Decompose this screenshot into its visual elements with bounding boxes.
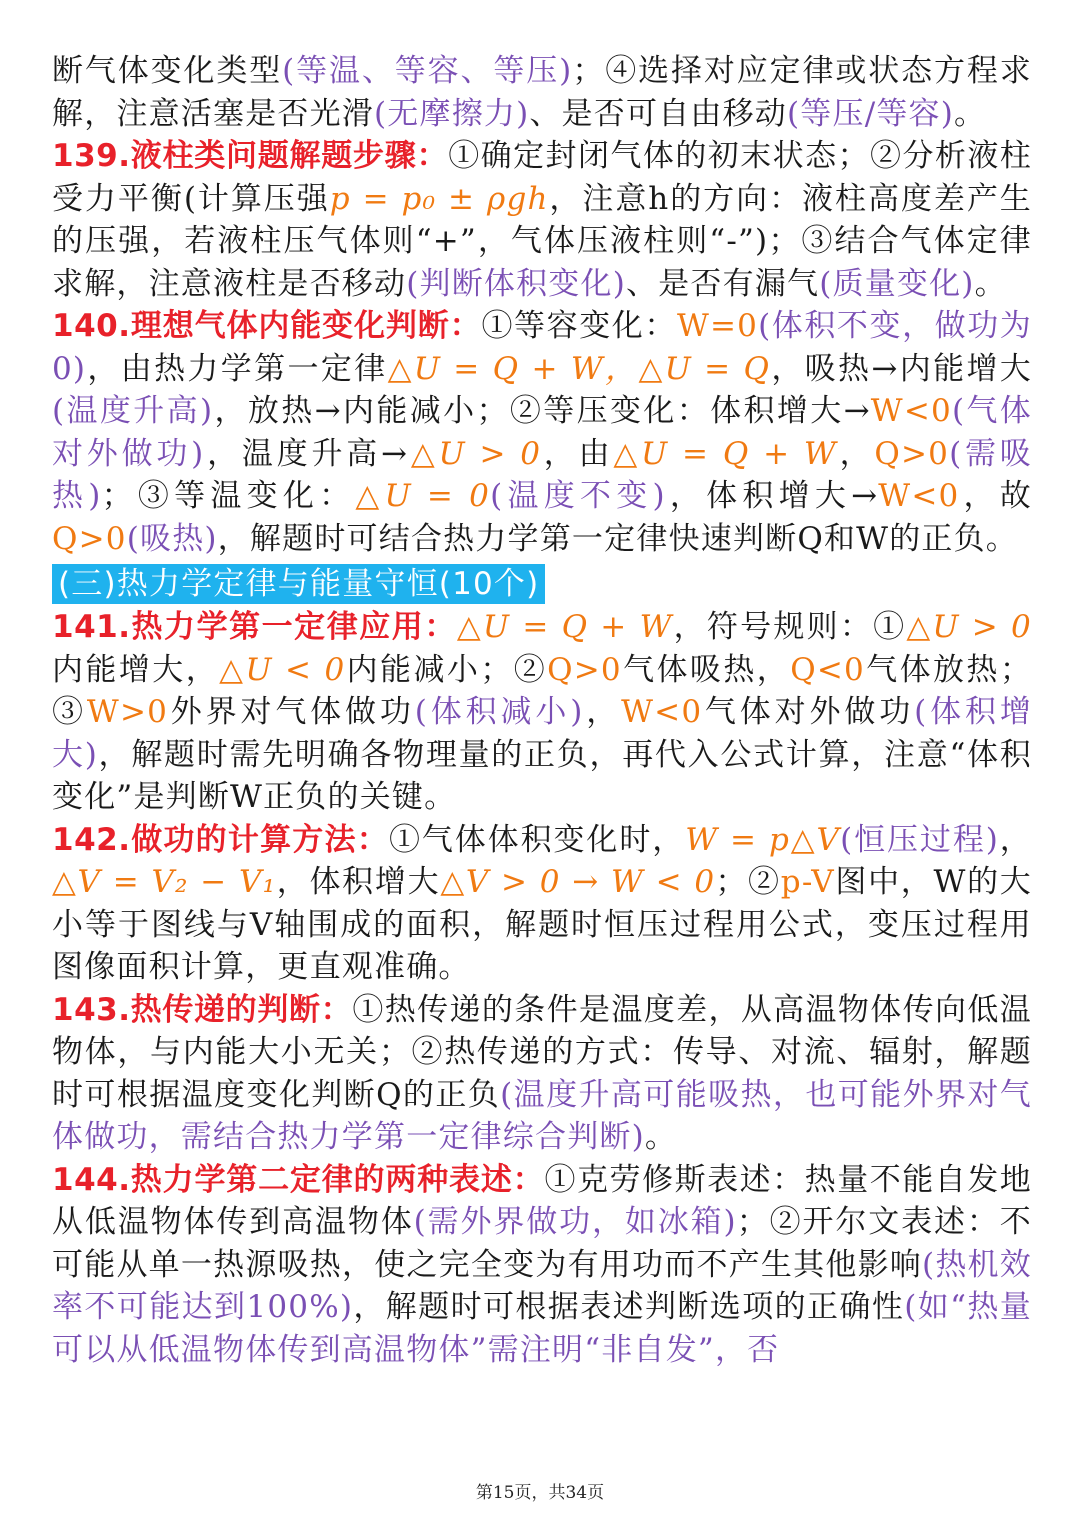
- note-text: (体积减小): [414, 694, 584, 730]
- formula-text: W<0: [878, 478, 960, 514]
- text-segment: ，体积增大→: [665, 478, 879, 514]
- text-segment: ①热传递的条件是温度差，从高温物体传向低温物体，与内能大小无关；②热传递的方式：传导、对流、辐射，解题时可根据温度变化判断Q的正负: [52, 991, 1032, 1113]
- note-text: (如“热量可以从低温物体传到高温物体”需注明“非自发”，否: [52, 1289, 1032, 1368]
- text-segment: 内能减小；②: [345, 651, 548, 688]
- para-continuation: [52, 50, 1032, 135]
- note-text: (质量变化): [819, 265, 975, 302]
- text-segment: 图中，W的大小等于图线与V轴围成的面积，解题时恒压过程用公式，变压过程用图像面积计算，更直观准确。: [52, 864, 1033, 985]
- text-segment: ，吸热→内能增大: [770, 350, 1032, 387]
- item-heading: 142.做功的计算方法：: [52, 821, 389, 858]
- note-text: (温度升高): [52, 393, 214, 429]
- note-text: (等压/等容): [787, 95, 955, 132]
- text-segment: 、是否可自由移动: [529, 95, 787, 132]
- note-text: (恒压过程): [840, 821, 1000, 858]
- formula-text: △V = V₂ − V₁: [52, 864, 277, 900]
- formula-text: △U < 0: [219, 651, 346, 688]
- text-segment: ，故: [959, 478, 1032, 514]
- formula-text: p = p₀ ± ρgh: [329, 180, 549, 217]
- formula-text: △U > 0: [906, 609, 1032, 645]
- text-segment: ，解题时可根据表述判断选项的正确性: [353, 1289, 905, 1325]
- text-segment: ，由热力学第一定律: [86, 350, 388, 387]
- note-text: (需外界做功，如冰箱): [413, 1204, 737, 1240]
- text-segment: 气体吸热，: [621, 651, 791, 688]
- text-segment: 。: [974, 265, 1007, 302]
- item-144: [52, 1159, 1032, 1372]
- text-segment: ，: [583, 694, 622, 730]
- item-heading: 141.热力学第一定律应用：: [52, 609, 457, 645]
- text-segment: ，体积增大: [276, 864, 441, 900]
- text-segment: 。: [644, 1119, 678, 1155]
- text-segment: ，注意h的方向：液柱高度差产生的压强，若液柱压气体则“+”，气体压液柱则“-”)；③结合气体定律求解，注意液柱是否移动: [52, 180, 1032, 302]
- text-segment: 气体放热；③: [52, 651, 1033, 730]
- text-segment: 、是否有漏气: [626, 265, 820, 302]
- page-footer: 第15页，共34页: [475, 1483, 605, 1503]
- text-segment: ，温度升高→: [204, 435, 409, 472]
- formula-text: Q>0: [547, 651, 622, 688]
- formula-text: △U = Q + W: [456, 609, 673, 645]
- text-segment: ①等容变化：: [481, 308, 677, 344]
- formula-text: Q<0: [790, 651, 865, 688]
- text-segment: 。: [954, 95, 987, 132]
- item-heading: 143.热传递的判断：: [52, 991, 353, 1028]
- note-text: (无摩擦力): [374, 95, 530, 132]
- text-segment: ①克劳修斯表述：热量不能自发地从低温物体传到高温物体: [52, 1161, 1032, 1240]
- item-heading: 140.理想气体内能变化判断：: [52, 308, 482, 344]
- item-141: [52, 606, 1032, 819]
- text-segment: 内能增大，: [52, 651, 220, 688]
- item-heading: 139.液柱类问题解题步骤：: [52, 138, 449, 174]
- text-segment: ，: [999, 821, 1032, 858]
- note-text: (热机效率不可能达到100%): [52, 1246, 1032, 1325]
- text-segment: ；④选择对应定律或状态方程求解，注意活塞是否光滑: [52, 53, 1032, 132]
- formula-text: W<0: [870, 393, 952, 429]
- note-text: (等温、等容、等压): [282, 53, 573, 89]
- text-segment: 断气体变化类型: [52, 53, 283, 89]
- text-segment: ①气体体积变化时，: [388, 821, 686, 858]
- text-segment: ，由: [541, 435, 614, 472]
- text-segment: ；②开尔文表述：不可能从单一热源吸热，使之完全变为有用功而不产生其他影响: [52, 1204, 1033, 1283]
- text-segment: 气体对外做功: [702, 694, 915, 730]
- text-segment: ①确定封闭气体的初末状态；②分析液柱受力平衡(计算压强: [52, 138, 1032, 217]
- text-segment: ；②: [715, 864, 781, 900]
- note-text: (气体对外做功): [52, 393, 1033, 472]
- text-segment: ；③等温变化：: [101, 478, 356, 514]
- formula-text: Q>0: [874, 435, 950, 472]
- formula-text: W = p△V: [685, 821, 841, 858]
- formula-text: △U = Q + W: [613, 435, 837, 472]
- note-text: (需吸热): [52, 435, 1032, 514]
- formula-text: △U > 0: [408, 435, 542, 472]
- note-text: (判断体积变化): [406, 265, 626, 302]
- item-heading: 144.热力学第二定律的两种表述：: [52, 1161, 545, 1198]
- section-header-row: [52, 560, 1032, 606]
- formula-text: Q>0: [52, 520, 127, 557]
- text-segment: ，解题时可结合热力学第一定律快速判断Q和W的正负。: [217, 520, 1018, 557]
- note-text: (体积增大): [52, 694, 1033, 773]
- note-text: (吸热): [126, 520, 218, 557]
- text-segment: ，: [836, 435, 875, 472]
- note-text: (温度不变): [490, 478, 666, 514]
- text-segment: ，解题时需先明确各物理量的正负，再代入公式计算，注意“体积变化”是判断W正负的关键。: [52, 736, 1032, 815]
- text-segment: 外界对气体做功: [168, 694, 415, 730]
- item-140: [52, 305, 1032, 560]
- item-139: [52, 135, 1032, 305]
- section-header: (三)热力学定律与能量守恒(10个): [52, 564, 545, 604]
- formula-text: W=0: [676, 308, 759, 344]
- formula-text: W>0: [86, 694, 169, 730]
- item-143: [52, 989, 1032, 1159]
- formula-text: △U = Q + W，△U = Q: [387, 350, 771, 387]
- formula-text: W<0: [621, 694, 703, 730]
- formula-text: △U = 0: [355, 478, 491, 514]
- formula-text: △V > 0 → W < 0: [440, 864, 716, 900]
- text-segment: ，放热→内能减小；②等压变化：体积增大→: [213, 393, 871, 429]
- text-segment: ，符号规则：①: [672, 609, 907, 645]
- note-text: (温度升高可能吸热，也可能外界对气体做功，需结合热力学第一定律综合判断): [52, 1076, 1032, 1155]
- formula-text: p-V: [780, 864, 835, 900]
- document-body: [52, 50, 1032, 1371]
- note-text: (体积不变，做功为0): [52, 308, 1032, 387]
- item-142: [52, 819, 1032, 989]
